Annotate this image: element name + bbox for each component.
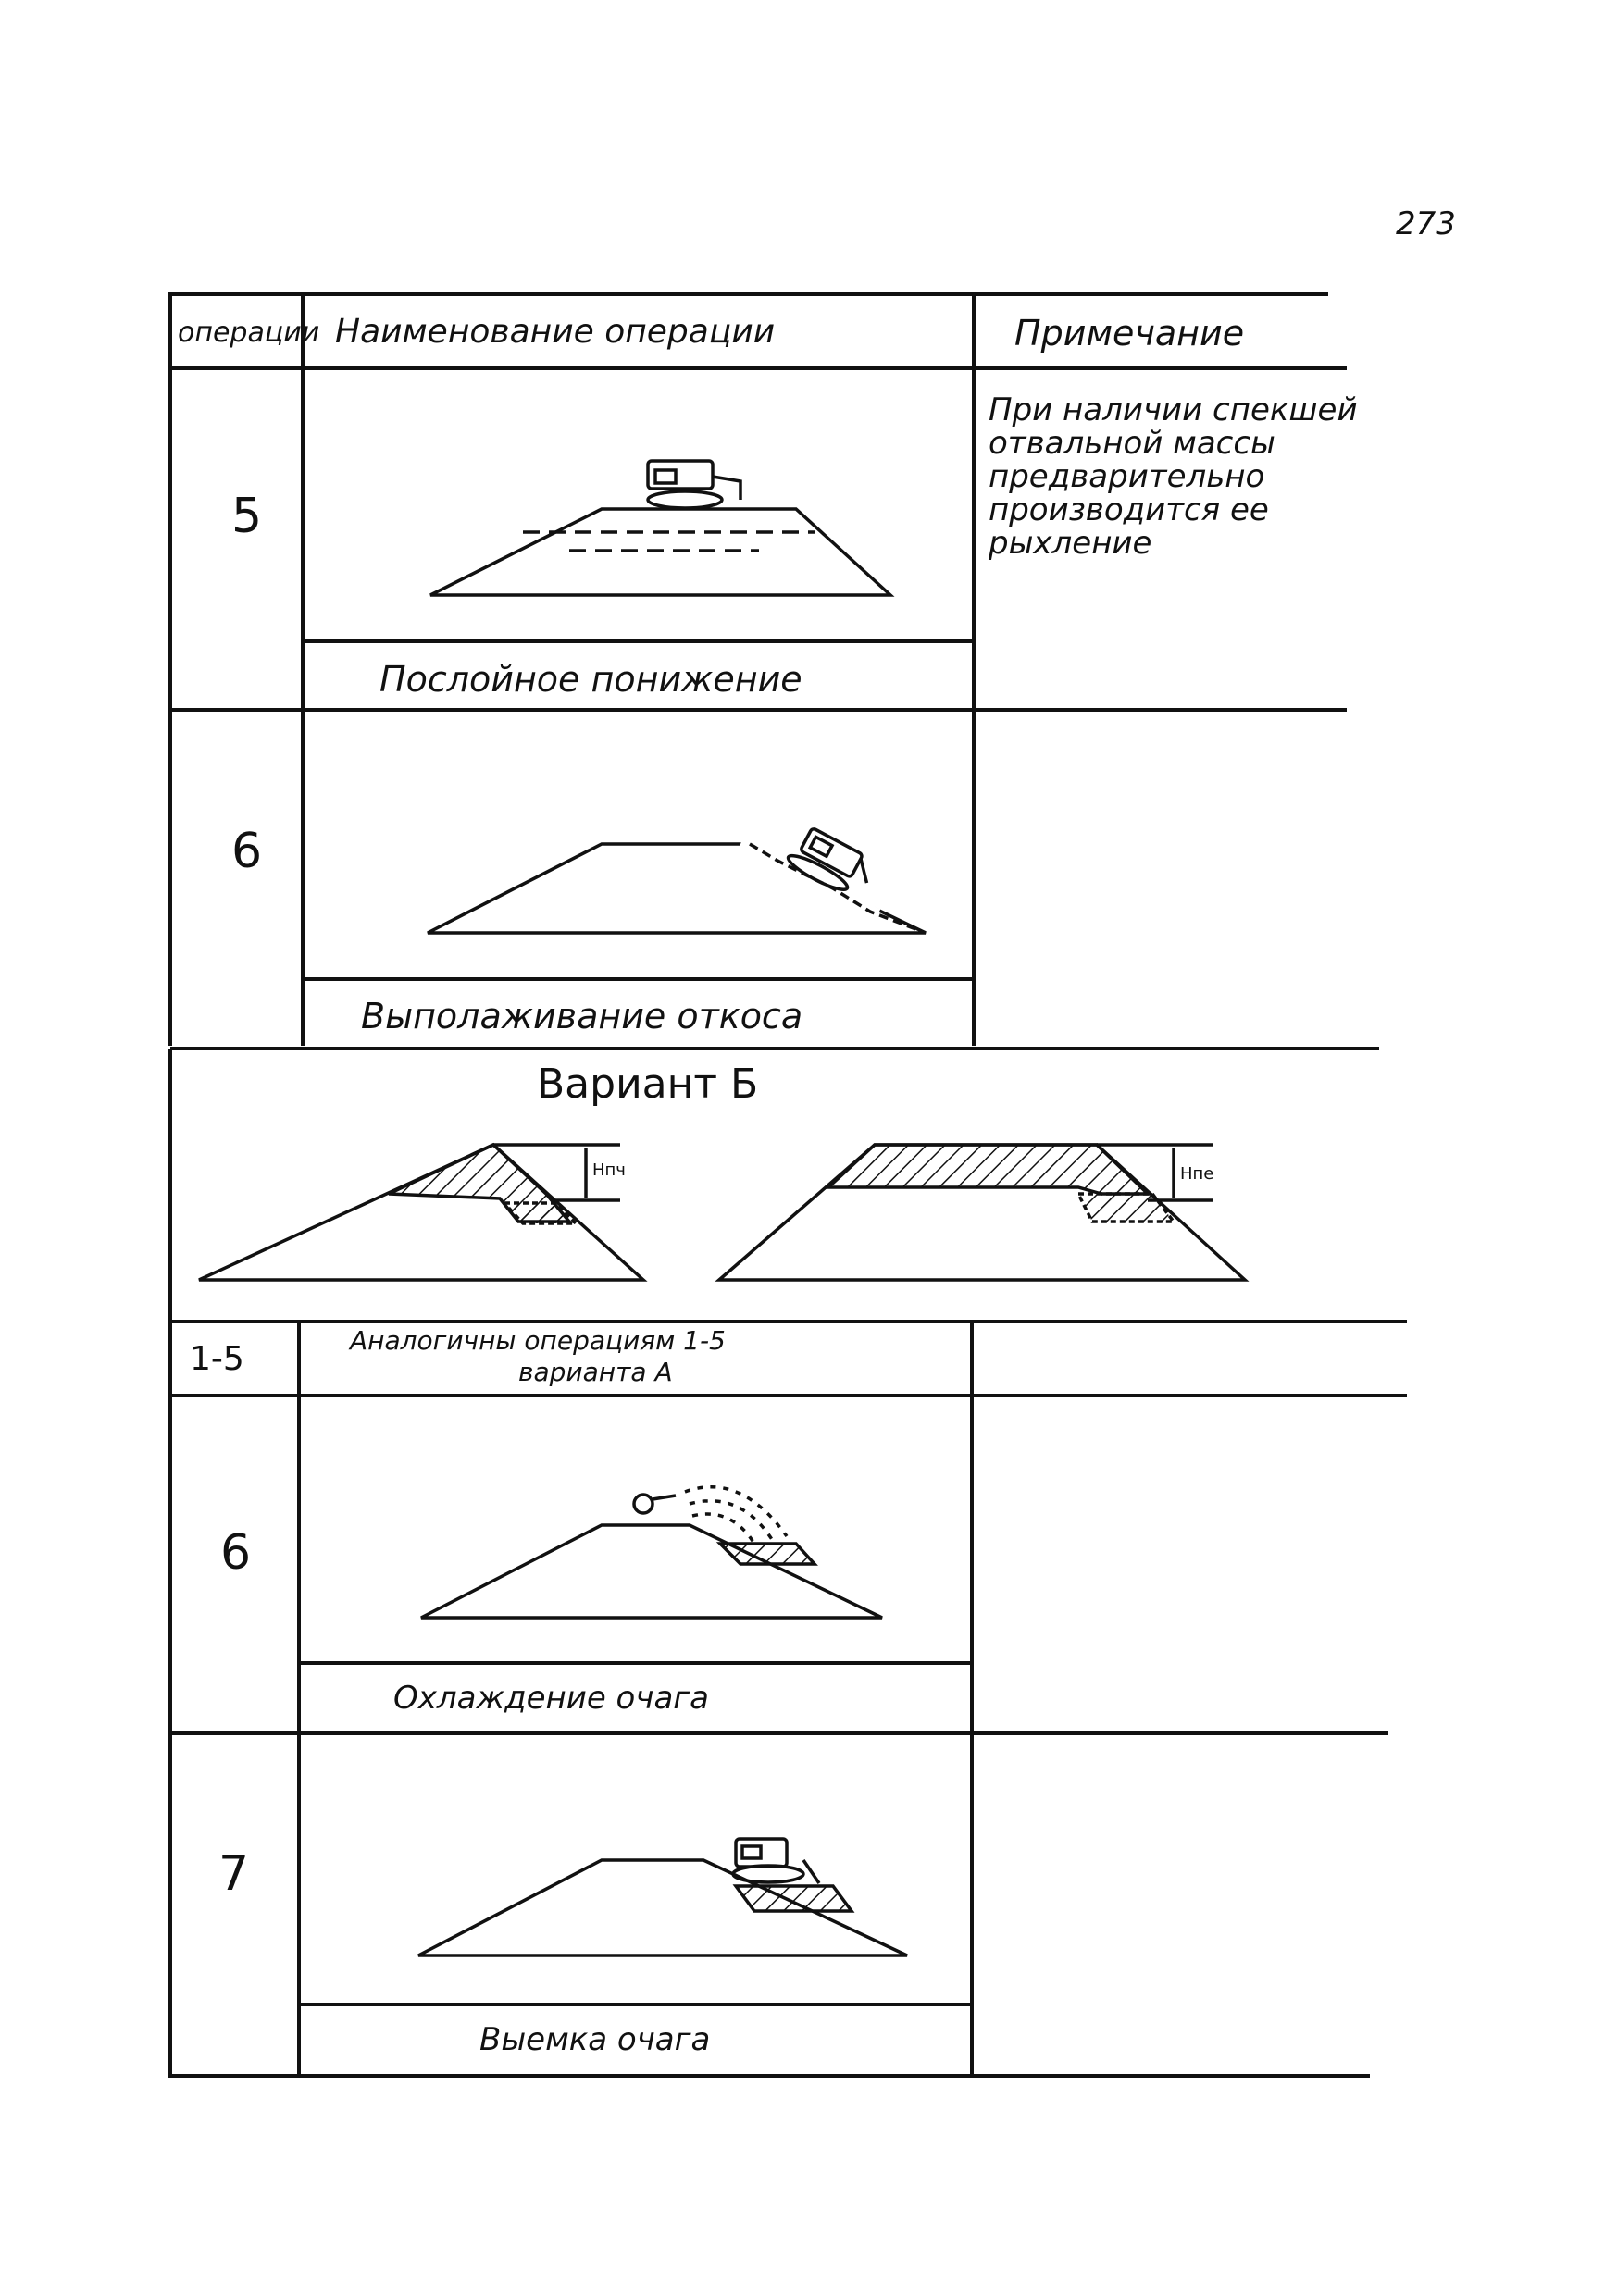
- height-label-right: Hпе: [1180, 1164, 1214, 1184]
- row-caption: Выемка очага: [479, 2021, 711, 2058]
- row5-dump-drawing: [430, 461, 890, 595]
- row-number: 7: [218, 1846, 250, 1902]
- header-operation-no: операции: [178, 316, 320, 349]
- header-note: Примечание: [1014, 313, 1245, 354]
- row-number: 5: [231, 489, 263, 544]
- row-caption: Послойное понижение: [379, 659, 802, 700]
- variant-title: Вариант Б: [537, 1061, 759, 1108]
- row-number: 6: [220, 1525, 252, 1581]
- variant-b-right-drawing: [719, 1145, 1245, 1280]
- row6-dump-drawing: [428, 825, 926, 933]
- variant-b-left-drawing: [199, 1145, 643, 1280]
- row-number: 6: [231, 824, 263, 879]
- height-label-left: Hпч: [592, 1160, 626, 1180]
- row6b-cooling-drawing: [421, 1487, 882, 1618]
- row-number: 1-5: [190, 1340, 244, 1378]
- bulldozer-icon: [648, 461, 740, 508]
- header-operation-name: Наименование операции: [335, 313, 776, 351]
- row-note: При наличии спекшей отвальной массы предварительно производится ее рыхление: [989, 391, 1358, 562]
- page-number: 273: [1396, 205, 1456, 242]
- row-caption: Охлаждение очага: [393, 1680, 709, 1717]
- row-caption: Аналогичны операциям 1-5: [350, 1325, 726, 1356]
- row7-excavation-drawing: [418, 1839, 907, 1955]
- row-caption-line2: варианта А: [518, 1357, 673, 1387]
- bulldozer-icon: [733, 1839, 819, 1883]
- row-caption: Выполаживание откоса: [361, 996, 803, 1036]
